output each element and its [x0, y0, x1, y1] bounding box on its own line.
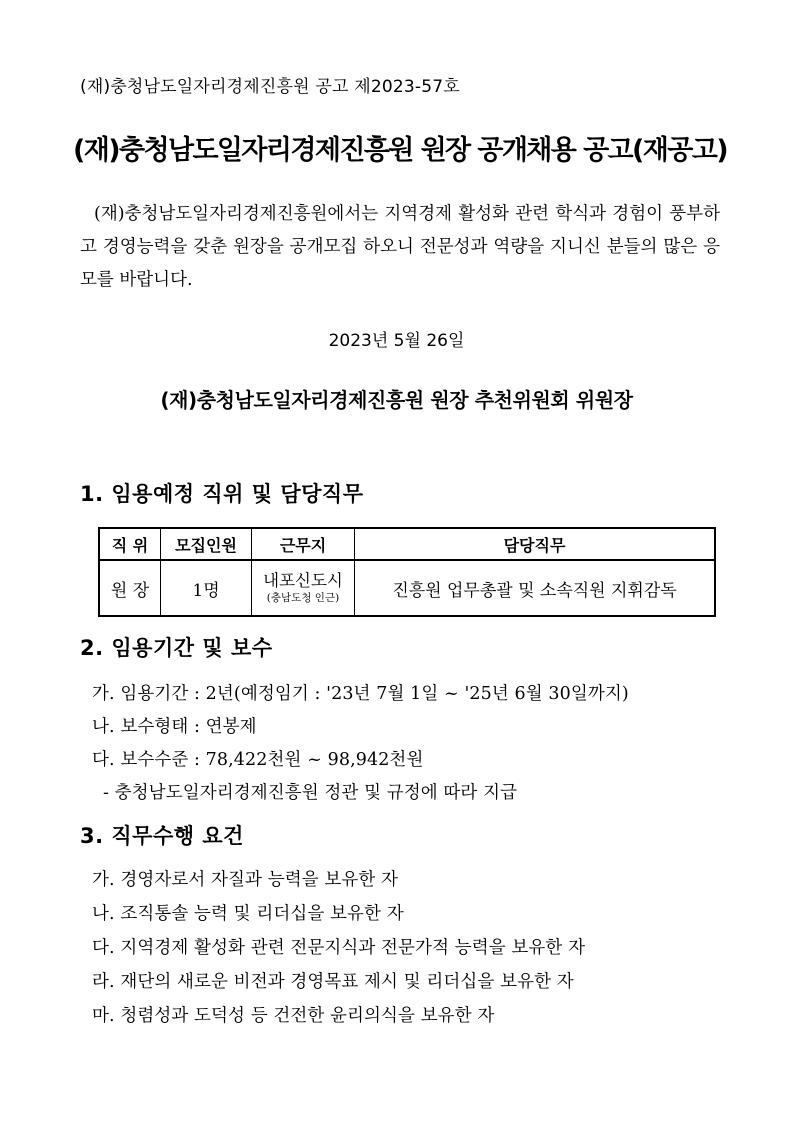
requirement-item: 다. 지역경제 활성화 관련 전문지식과 전문가적 능력을 보유한 자	[92, 938, 586, 958]
section-1-heading: 1. 임용예정 직위 및 담당직무	[80, 482, 364, 506]
requirement-item: 가. 경영자로서 자질과 능력을 보유한 자	[92, 870, 399, 890]
term-item: 가. 임용기간 : 2년(예정임기 : '23년 7월 1일 ~ '25년 6월 30일까지)	[92, 684, 629, 704]
header-count: 모집인원	[161, 528, 252, 560]
notice-number: (재)충청남도일자리경제진흥원 공고 제2023-57호	[80, 77, 460, 97]
cell-duty: 진흥원 업무총괄 및 소속직원 지휘감독	[355, 560, 716, 616]
pay-level-item: 다. 보수수준 : 78,422천원 ~ 98,942천원	[92, 750, 424, 770]
requirement-item: 나. 조직통솔 능력 및 리더십을 보유한 자	[92, 904, 404, 924]
pay-type-item: 나. 보수형태 : 연봉제	[92, 717, 257, 737]
announcement-date: 2023년 5월 26일	[328, 331, 465, 351]
cell-location	[252, 560, 355, 616]
cell-position: 원 장	[99, 560, 161, 616]
position-table	[98, 527, 716, 617]
requirement-item: 라. 재단의 새로운 비전과 경영목표 제시 및 리더십을 보유한 자	[92, 972, 574, 992]
intro-text: (재)충청남도일자리경제진흥원에서는 지역경제 활성화 관련 학식과 경험이 풍부하고 경영능력을 갖춘 원장을 공개모집 하오니 전문성과 역량을 지니신 분들의 많은 응모를 바랍니다.	[80, 204, 720, 290]
location-main: 내포신도시	[263, 571, 343, 590]
table-row	[99, 560, 715, 616]
cell-count: 1명	[161, 560, 252, 616]
table-header-row	[99, 528, 715, 560]
pay-note-item: - 충청남도일자리경제진흥원 정관 및 규정에 따라 지급	[103, 783, 518, 803]
section-3-heading: 3. 직무수행 요건	[80, 824, 244, 848]
section-2-heading: 2. 임용기간 및 보수	[80, 636, 273, 660]
document-title: (재)충청남도일자리경제진흥원 원장 공개채용 공고(재공고)	[73, 135, 727, 166]
header-location: 근무지	[252, 528, 355, 560]
requirement-item: 마. 청렴성과 도덕성 등 건전한 윤리의식을 보유한 자	[92, 1006, 495, 1026]
location-note: (충남도청 인근)	[266, 592, 340, 604]
issuer-name: (재)충청남도일자리경제진흥원 원장 추천위원회 위원장	[160, 388, 633, 412]
header-position: 직 위	[99, 528, 161, 560]
intro-paragraph	[80, 198, 720, 297]
header-duty: 담당직무	[355, 528, 716, 560]
